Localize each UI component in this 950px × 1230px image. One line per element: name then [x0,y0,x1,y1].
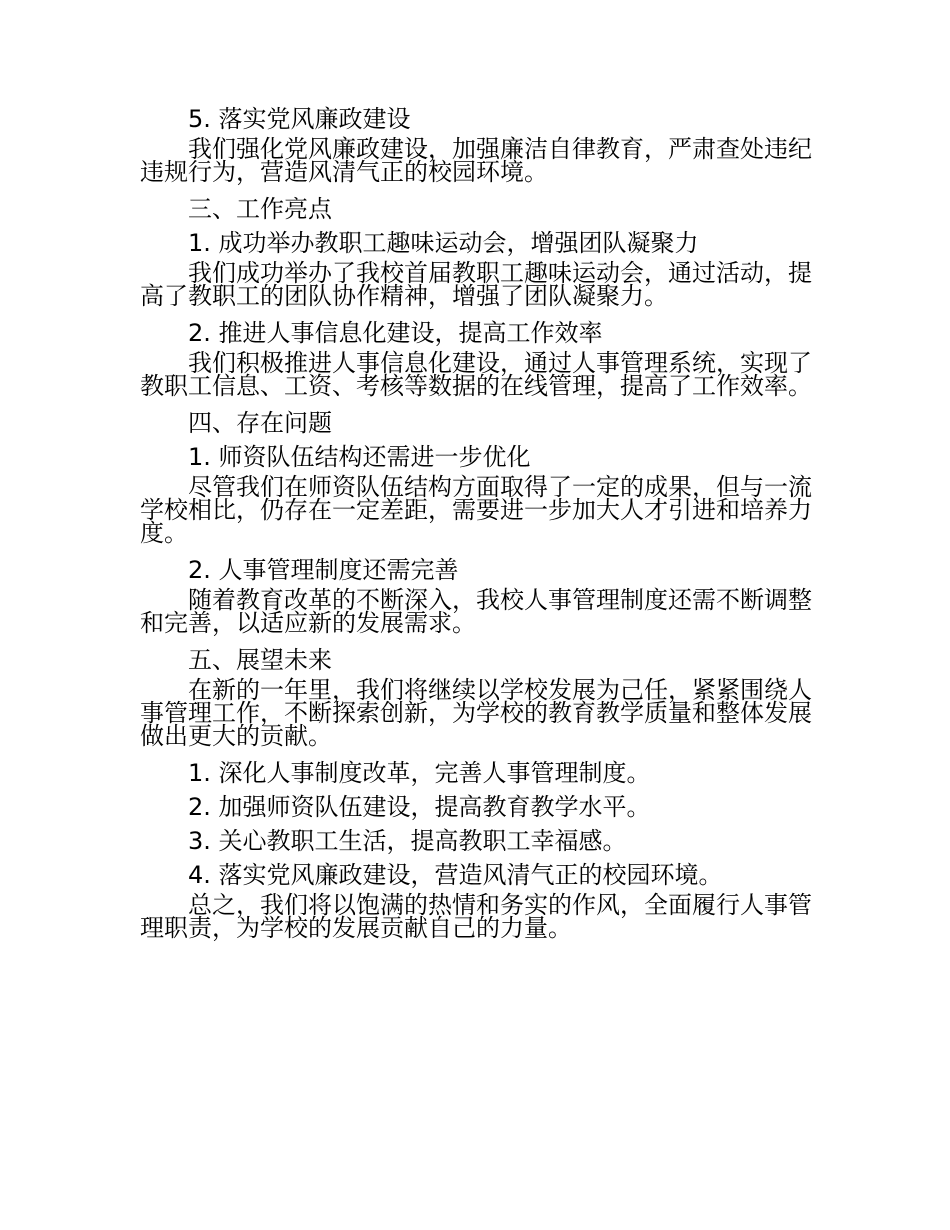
paragraph-informatization: 我们积极推进人事信息化建设，通过人事管理系统，实现了教职工信息、工资、考核等数据的在线管理，提高了工作效率。 [140,349,812,400]
section-title-outlook: 五、展望未来 [188,646,332,674]
section-title-highlights: 三、工作亮点 [188,195,332,223]
paragraph-sports-meet: 我们成功举办了我校首届教职工趣味运动会，通过活动，提高了教职工的团队协作精神，增强了团队凝聚力。 [140,259,812,310]
section-title-problems: 四、存在问题 [188,409,332,437]
paragraph-outlook: 在新的一年里，我们将继续以学校发展为己任，紧紧围绕人事管理工作，不断探索创新，为学校的教育教学质量和整体发展做出更大的贡献。 [140,676,812,750]
list-item-wellbeing: 3. 关心教职工生活，提高教职工幸福感。 [188,827,627,855]
list-item-faculty: 2. 加强师资队伍建设，提高教育教学水平。 [188,793,651,821]
heading-sports-meet: 1. 成功举办教职工趣味运动会，增强团队凝聚力 [188,229,699,257]
document-body [140,102,812,948]
list-item-party-conduct: 4. 落实党风廉政建设，营造风清气正的校园环境。 [188,861,723,889]
heading-hr-system: 2. 人事管理制度还需完善 [188,556,459,584]
paragraph-hr-system: 随着教育改革的不断深入，我校人事管理制度还需不断调整和完善，以适应新的发展需求。 [140,586,812,637]
paragraph-party-conduct: 我们强化党风廉政建设，加强廉洁自律教育，严肃查处违纪违规行为，营造风清气正的校园环境。 [140,135,812,186]
heading-party-conduct: 5. 落实党风廉政建设 [188,105,411,133]
paragraph-faculty-structure: 尽管我们在师资队伍结构方面取得了一定的成果，但与一流学校相比，仍存在一定差距，需要进一步加大人才引进和培养力度。 [140,473,812,547]
heading-faculty-structure: 1. 师资队伍结构还需进一步优化 [188,443,531,471]
heading-informatization: 2. 推进人事信息化建设，提高工作效率 [188,319,603,347]
paragraph-conclusion: 总之，我们将以饱满的热情和务实的作风，全面履行人事管理职责，为学校的发展贡献自己的力量。 [140,891,812,942]
list-item-reform: 1. 深化人事制度改革，完善人事管理制度。 [188,759,651,787]
